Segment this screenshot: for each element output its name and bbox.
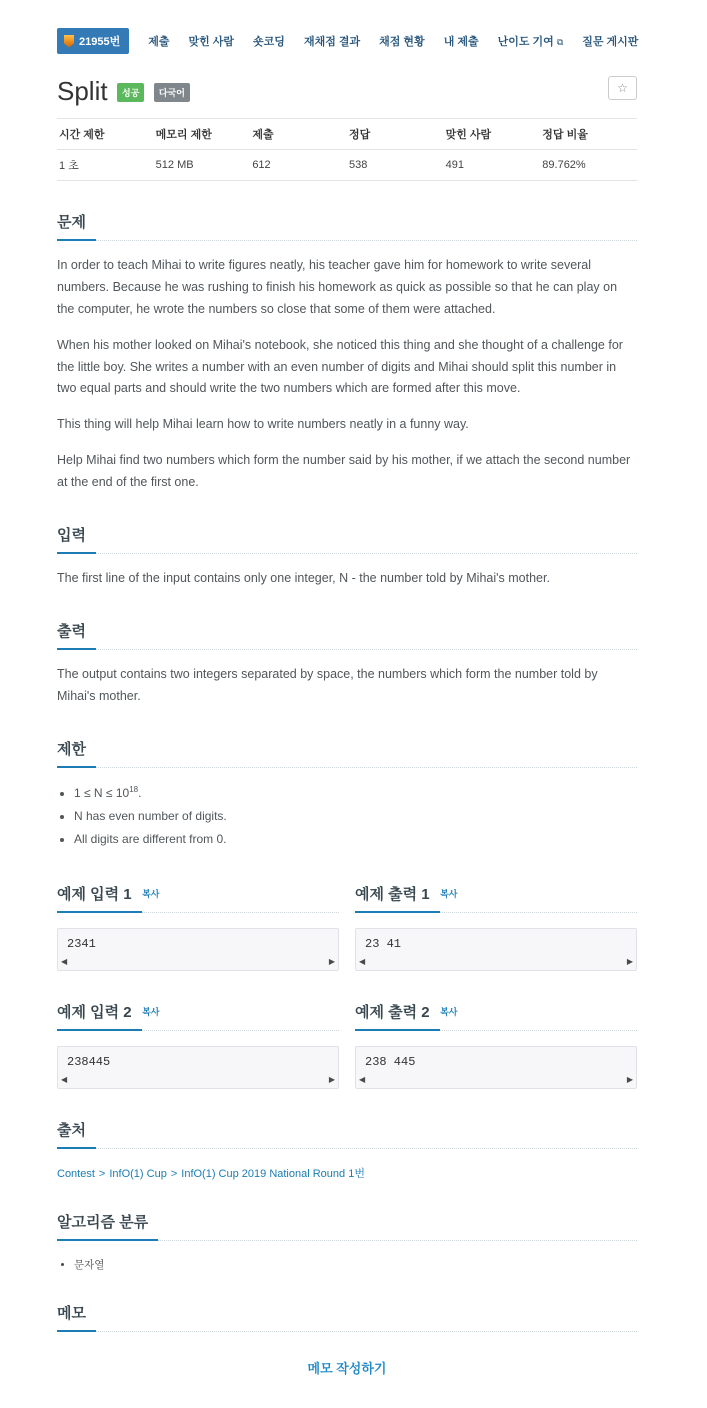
limit-item-sup: 18 xyxy=(129,784,139,794)
favorite-star-button[interactable] xyxy=(608,76,637,100)
star-icon: ☆ xyxy=(617,81,628,95)
sample-input-1-box xyxy=(57,928,339,971)
limit-item: • N has even number of digits. xyxy=(74,807,637,825)
section-limit-title: 제한 xyxy=(57,738,86,759)
limit-list xyxy=(61,784,637,848)
stats-time-limit: 1 초 xyxy=(57,150,154,181)
stats-header-row xyxy=(57,119,637,150)
scroll-right-icon[interactable]: ▶ xyxy=(328,1075,335,1084)
sample-output-1-text: 23 41 xyxy=(365,936,402,951)
difficulty-contribution-label: 난이도 기여 xyxy=(497,36,554,48)
nav-item-difficulty-contribution[interactable] xyxy=(498,33,564,49)
horizontal-scrollbar[interactable] xyxy=(356,1072,636,1088)
write-memo-link[interactable]: 메모 작성하기 xyxy=(307,1360,387,1376)
example-output-1-heading xyxy=(355,883,637,913)
problem-paragraph: In order to teach Mihai to write figures neatly, his teacher gave him for homework to write several numbers. Because he was rushing to finish his homework as quick as possible so that he can play on the computer, he wrote the numbers so close that some of them were attached. xyxy=(57,258,618,316)
output-paragraph: The output contains two integers separated by space, the numbers which form the number told by Mihai's mother. xyxy=(57,666,598,703)
section-input-heading xyxy=(57,524,637,554)
nav-item-submit[interactable]: 제출 xyxy=(148,36,170,48)
horizontal-scrollbar[interactable] xyxy=(356,954,636,970)
example-row-1 xyxy=(57,853,637,971)
sample-input-2-box xyxy=(57,1046,339,1089)
scroll-right-icon[interactable]: ▶ xyxy=(328,957,335,966)
breadcrumb-separator: > xyxy=(170,1167,178,1180)
example-input-1-block xyxy=(57,853,339,971)
scroll-left-icon[interactable]: ◀ xyxy=(359,1075,366,1084)
stats-accepted: 538 xyxy=(347,150,444,181)
example-output-2-block xyxy=(355,971,637,1089)
external-link-icon: ⧉ xyxy=(556,37,564,47)
memo-write-row xyxy=(57,1358,637,1378)
section-input-title: 입력 xyxy=(57,524,86,545)
algorithm-item xyxy=(74,1257,637,1272)
problem-nav xyxy=(57,28,637,54)
copy-input-1-button[interactable]: 복사 xyxy=(142,888,160,899)
source-crumb-cup[interactable]: InfO(1) Cup xyxy=(109,1167,167,1180)
example-output-2-heading xyxy=(355,1001,637,1031)
example-input-2-block xyxy=(57,971,339,1089)
sample-input-1-text: 2341 xyxy=(67,936,96,951)
section-source-heading xyxy=(57,1119,637,1149)
title-block xyxy=(57,76,190,107)
sample-output-1-box xyxy=(355,928,637,971)
stats-value-row xyxy=(57,150,637,181)
section-algorithm-heading xyxy=(57,1211,637,1241)
scroll-left-icon[interactable]: ◀ xyxy=(61,957,68,966)
stats-solvers: 491 xyxy=(444,150,541,181)
algorithm-tag-string[interactable]: 문자열 xyxy=(74,1258,105,1271)
nav-item-my-submissions[interactable]: 내 제출 xyxy=(443,36,479,48)
problem-paragraph: Help Mihai find two numbers which form the number said by his mother, if we attach the second number at the end of the first one. xyxy=(57,453,631,489)
section-algorithm-title: 알고리즘 분류 xyxy=(57,1211,148,1232)
stats-header-submissions: 제출 xyxy=(250,119,347,150)
section-output-title: 출력 xyxy=(57,620,86,641)
example-output-2-title: 예제 출력 2 xyxy=(355,1001,430,1022)
section-output-heading xyxy=(57,620,637,650)
section-memo-heading xyxy=(57,1302,637,1332)
problem-number-label: 21955번 xyxy=(79,36,121,48)
scroll-left-icon[interactable]: ◀ xyxy=(61,1075,68,1084)
sample-output-2-box xyxy=(355,1046,637,1089)
scroll-right-icon[interactable]: ▶ xyxy=(626,957,633,966)
copy-input-2-button[interactable]: 복사 xyxy=(142,1006,160,1017)
nav-item-judging-status[interactable]: 채점 현황 xyxy=(379,36,425,48)
example-row-2 xyxy=(57,971,637,1089)
source-crumb-round[interactable]: InfO(1) Cup 2019 National Round 1번 xyxy=(181,1167,365,1180)
copy-output-2-button[interactable]: 복사 xyxy=(440,1006,458,1017)
sample-output-2-text: 238 445 xyxy=(365,1054,416,1069)
limit-item xyxy=(74,784,637,802)
tier-badge-icon xyxy=(64,35,74,48)
problem-stats-table xyxy=(57,119,637,181)
section-problem-heading xyxy=(57,211,637,241)
section-problem-title: 문제 xyxy=(57,211,86,232)
nav-item-problem-number[interactable] xyxy=(57,28,129,54)
section-limit-heading xyxy=(57,738,637,768)
title-row xyxy=(57,76,637,107)
scroll-right-icon[interactable]: ▶ xyxy=(626,1075,633,1084)
source-breadcrumb xyxy=(57,1165,637,1181)
sample-input-2-text: 238445 xyxy=(67,1054,111,1069)
copy-output-1-button[interactable]: 복사 xyxy=(440,888,458,899)
stats-header-ratio: 정답 비율 xyxy=(540,119,637,150)
problem-paragraph: This thing will help Mihai learn how to write numbers neatly in a funny way. xyxy=(57,417,469,432)
stats-header-time-limit: 시간 제한 xyxy=(57,119,154,150)
limit-item-text: . xyxy=(138,785,142,800)
page-container xyxy=(57,0,637,1378)
example-input-1-heading xyxy=(57,883,339,913)
input-paragraph: The first line of the input contains only one integer, N - the number told by Mihai's mother. xyxy=(57,570,550,585)
breadcrumb-separator: > xyxy=(98,1167,106,1180)
stats-submissions: 612 xyxy=(250,150,347,181)
algorithm-list xyxy=(61,1257,637,1272)
scroll-left-icon[interactable]: ◀ xyxy=(359,957,366,966)
stats-ratio: 89.762% xyxy=(540,150,637,181)
horizontal-scrollbar[interactable] xyxy=(58,1072,338,1088)
stats-header-memory-limit: 메모리 제한 xyxy=(154,119,251,150)
limit-item: • All digits are different from 0. xyxy=(74,830,637,848)
status-badge-success: 성공 xyxy=(117,83,144,102)
nav-item-rejudge-result[interactable]: 재채점 결과 xyxy=(303,36,361,48)
horizontal-scrollbar[interactable] xyxy=(58,954,338,970)
example-output-1-title: 예제 출력 1 xyxy=(355,883,430,904)
example-input-2-heading xyxy=(57,1001,339,1031)
nav-item-question-board[interactable]: 질문 게시판 xyxy=(582,36,639,48)
section-memo-title: 메모 xyxy=(57,1302,86,1323)
example-input-1-title: 예제 입력 1 xyxy=(57,883,132,904)
source-crumb-contest[interactable]: Contest xyxy=(57,1167,95,1180)
stats-memory-limit: 512 MB xyxy=(154,150,251,181)
problem-paragraph: When his mother looked on Mihai's notebook, she noticed this thing and she thought of a challenge for the little boy. She writes a number with an even number of digits and Mihai should split this number in two equal parts and should write the two numbers which are formed after this move. xyxy=(57,337,623,396)
badge-multilanguage: 다국어 xyxy=(154,83,190,102)
stats-header-solvers: 맞힌 사람 xyxy=(444,119,541,150)
nav-item-short-coding[interactable]: 숏코딩 xyxy=(253,36,285,48)
stats-header-accepted: 정답 xyxy=(347,119,444,150)
section-source-title: 출처 xyxy=(57,1119,86,1140)
example-input-2-title: 예제 입력 2 xyxy=(57,1001,132,1022)
limit-item-text: 1 ≤ N ≤ 10 xyxy=(74,785,130,800)
nav-item-solved-users[interactable]: 맞힌 사람 xyxy=(188,36,235,48)
example-output-1-block xyxy=(355,853,637,971)
page-title: Split xyxy=(57,76,108,106)
